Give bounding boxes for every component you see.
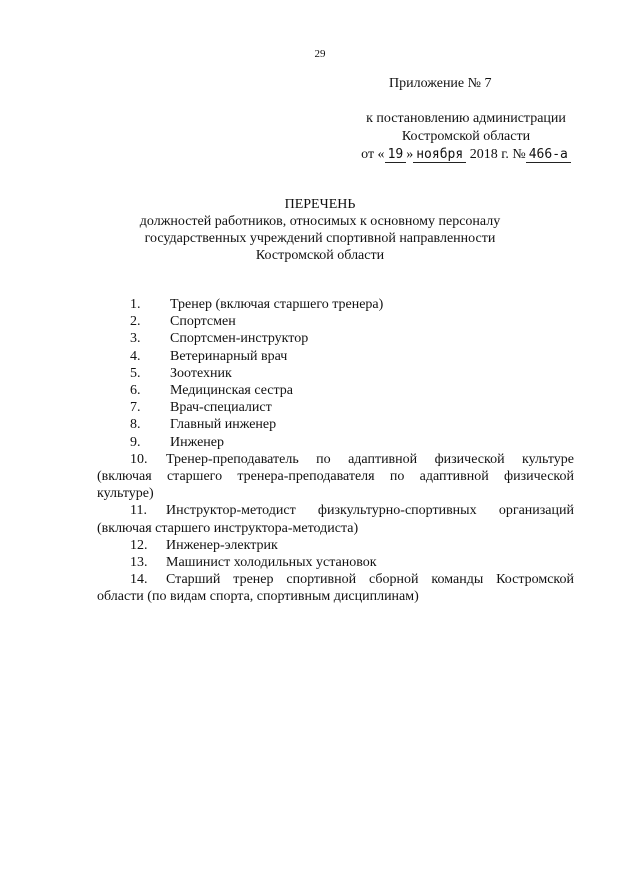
decree-line-1: к постановлению администрации: [366, 111, 566, 126]
decree-number: 466-а: [526, 147, 571, 163]
decree-mid: »: [406, 147, 414, 162]
item-number: 6.: [130, 383, 141, 399]
item-number: 14.: [130, 572, 148, 588]
list-item: [97, 330, 574, 347]
list-item: [97, 451, 574, 503]
decree-reference: [350, 110, 582, 164]
item-number: 11.: [130, 503, 147, 519]
subtitle-line-3: Костромской области: [255, 248, 385, 263]
item-text: Медицинская сестра: [170, 383, 294, 399]
decree-year: 2018 г. №: [469, 147, 526, 162]
item-text: Инженер-электрик: [166, 537, 278, 553]
list-item: [97, 554, 574, 571]
list-item: [97, 348, 574, 365]
decree-line-3: [350, 146, 582, 164]
item-number: 12.: [130, 537, 148, 553]
item-number: 9.: [130, 434, 141, 450]
item-number: 13.: [130, 555, 148, 571]
list-item: [97, 399, 574, 416]
item-text: Зоотехник: [170, 365, 232, 381]
item-number: 7.: [130, 400, 141, 416]
document-title: ПЕРЕЧЕНЬ: [284, 197, 356, 212]
decree-prefix: от «: [361, 147, 385, 162]
list-item: [97, 502, 574, 536]
item-number: 1.: [130, 297, 141, 312]
list-item: [97, 382, 574, 399]
item-text: Инженер: [170, 434, 225, 450]
appendix-label: Приложение № 7: [389, 76, 492, 91]
list-item: [97, 296, 574, 313]
subtitle-line-1: должностей работников, относимых к основному персоналу: [139, 214, 501, 229]
list-item: [97, 313, 574, 330]
item-number: 10.: [130, 451, 148, 467]
document-subtitle: [100, 213, 540, 264]
item-text: Ветеринарный врач: [170, 348, 288, 364]
list-item: [97, 365, 574, 382]
list-item: [97, 416, 574, 433]
decree-day: 19: [385, 147, 407, 163]
item-text: Машинист холодильных установок: [166, 555, 377, 571]
list-item: [97, 537, 574, 554]
item-text: Врач-специалист: [170, 400, 272, 416]
item-text: Главный инженер: [170, 417, 277, 433]
item-number: 3.: [130, 331, 141, 347]
decree-line-2: Костромской области: [401, 129, 531, 144]
item-text: Тренер-преподаватель по адаптивной физической культуре (включая старшего тренера-преподавателя по адаптивной физической культуре): [97, 451, 574, 502]
item-text: Спортсмен: [170, 314, 236, 330]
item-text: Спортсмен-инструктор: [170, 331, 309, 347]
item-number: 8.: [130, 417, 141, 433]
item-number: 2.: [130, 314, 141, 330]
item-number: 4.: [130, 348, 141, 364]
subtitle-line-2: государственных учреждений спортивной направленности: [144, 231, 496, 246]
page-number: 29: [314, 48, 326, 60]
list-item: [97, 434, 574, 451]
item-text: Инструктор-методист физкультурно-спортивных организаций (включая старшего инструктора-методиста): [97, 503, 574, 536]
list-item: [97, 571, 574, 605]
item-number: 5.: [130, 365, 141, 381]
item-text: Тренер (включая старшего тренера): [170, 297, 384, 312]
decree-month: ноября: [413, 147, 466, 163]
positions-list: [97, 296, 574, 606]
item-text: Старший тренер спортивной сборной команды Костромской области (по видам спорта, спортивным дисциплинам): [97, 572, 574, 605]
